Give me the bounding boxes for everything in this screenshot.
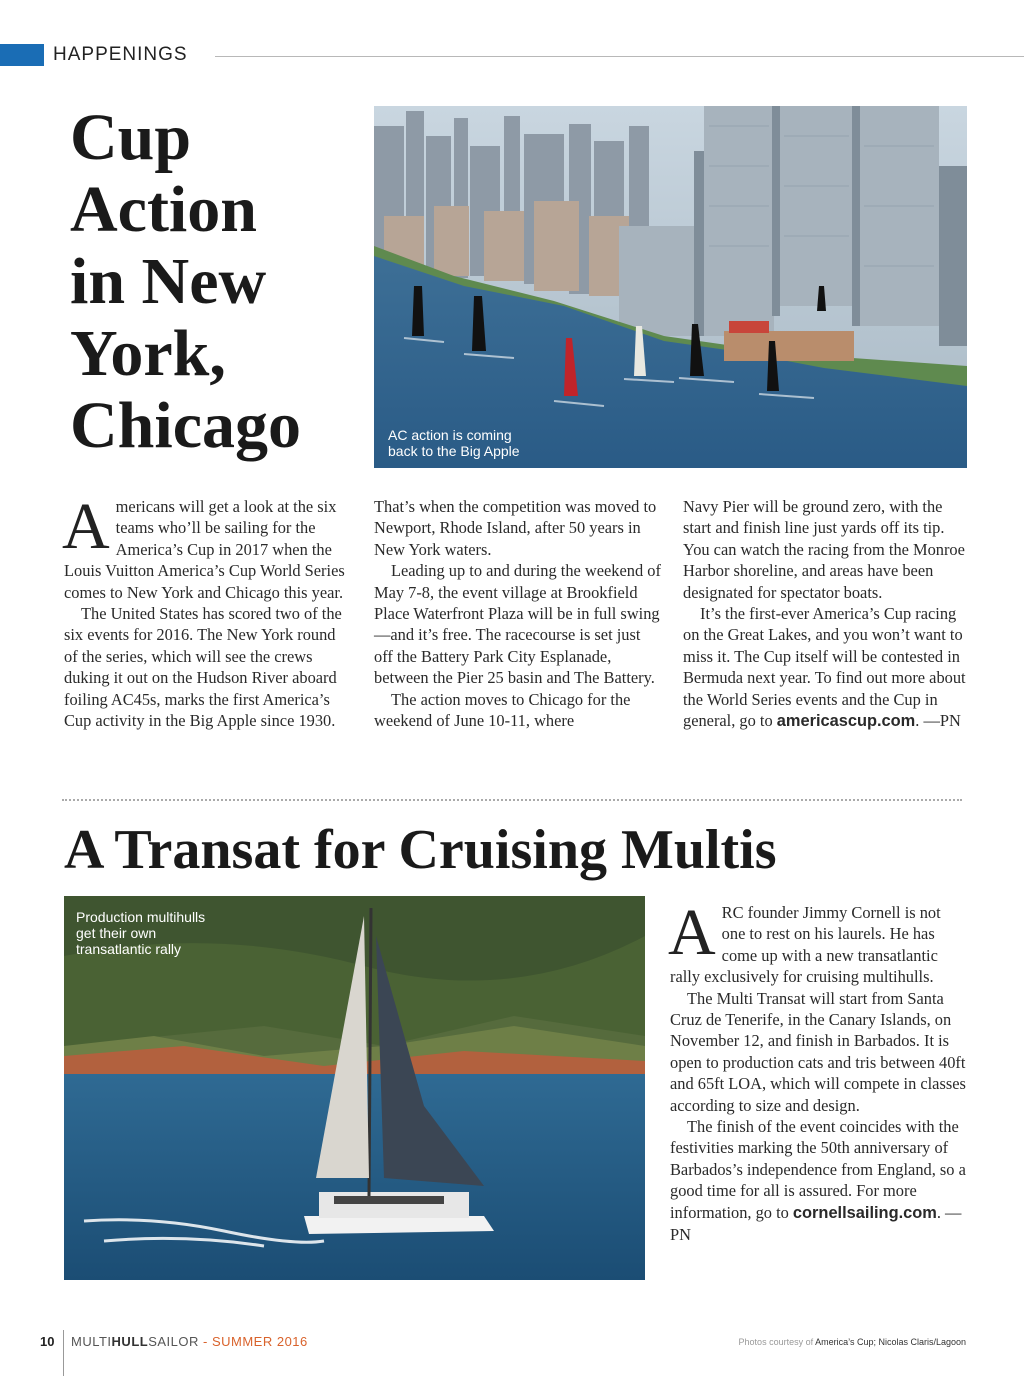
ac-new-york-photo bbox=[374, 106, 967, 468]
paragraph: The action moves to Chicago for the weekend of June 10-11, where bbox=[374, 689, 631, 731]
caption-line: Production multihulls bbox=[76, 909, 206, 925]
paragraph bbox=[670, 1116, 968, 1245]
paragraph-text: The finish of the event coincides with the festivities marking the 50th anniversary of Barbados’s independence from England, so a good time for all is assured. For more information, go to bbox=[670, 1117, 966, 1222]
section-label: HAPPENINGS bbox=[53, 44, 188, 65]
headline-line: York, bbox=[70, 317, 226, 390]
caption-line: AC action is coming bbox=[388, 427, 512, 443]
headline-line: in New bbox=[70, 245, 267, 318]
paragraph: The Multi Transat will start from Santa Cruz de Tenerife, in the Canary Islands, on November 12, and finish in Barbados. It is open to production cats and tris between 40ft and 65ft LOA, which will compete in classes according to size and design. bbox=[670, 988, 966, 1115]
article2-headline: A Transat for Cruising Multis bbox=[64, 819, 777, 881]
article1-column-2 bbox=[374, 496, 662, 731]
photo-caption bbox=[76, 909, 205, 957]
page-number: 10 bbox=[40, 1334, 55, 1349]
mag-part: HULL bbox=[111, 1334, 149, 1349]
paragraph: Navy Pier will be ground zero, with the start and finish line just yards off its tip. You can watch the racing from the Monroe Harbor shoreline, and areas have been designated for spectator boats. bbox=[683, 497, 965, 602]
section-rule bbox=[215, 56, 1024, 57]
article1-column-1 bbox=[62, 490, 350, 731]
article2-column bbox=[668, 896, 968, 1246]
caption-line: get their own bbox=[76, 925, 157, 941]
credits-names: America’s Cup; Nicolas Claris/Lagoon bbox=[815, 1337, 966, 1347]
article-divider bbox=[62, 799, 962, 801]
cornellsailing-link[interactable]: cornellsailing.com bbox=[792, 1203, 937, 1222]
section-accent-bar bbox=[0, 44, 44, 66]
photo-credits bbox=[739, 1337, 966, 1347]
footer-rule bbox=[63, 1330, 64, 1376]
americascup-link[interactable]: americascup.com bbox=[776, 712, 916, 731]
caption-line: back to the Big Apple bbox=[388, 443, 520, 459]
mag-part: MULTI bbox=[71, 1334, 112, 1349]
paragraph: RC founder Jimmy Cornell is not one to rest on his laurels. He has come up with a new transatlantic rally exclusively for cruising multihulls. bbox=[670, 903, 941, 987]
author-sign: . —PN bbox=[670, 1202, 962, 1245]
catamaran-photo bbox=[64, 896, 645, 1280]
author-sign: . —PN bbox=[915, 711, 961, 731]
headline-line: Action bbox=[70, 173, 257, 246]
caption-line: transatlantic rally bbox=[76, 941, 182, 957]
article1-headline bbox=[70, 102, 370, 462]
mag-part: SAILOR bbox=[148, 1334, 199, 1349]
nyc-harbor-illustration bbox=[374, 106, 967, 468]
paragraph bbox=[683, 603, 973, 732]
drop-cap: A bbox=[62, 490, 110, 563]
paragraph-text: It’s the first-ever America’s Cup racing on the Great Lakes, and you won’t want to miss it. The Cup itself will be contested in Bermuda next year. To find out more about the World Series events and the Cup in general, go to bbox=[683, 604, 966, 731]
paragraph: mericans will get a look at the six teams who’ll be sailing for the America’s Cup in 2017 when the Louis Vuitton America’s Cup World Series comes to New York and Chicago this year. bbox=[64, 497, 345, 602]
drop-cap: A bbox=[668, 896, 716, 969]
paragraph: Leading up to and during the weekend of May 7-8, the event village at Brookfield Place Waterfront Plaza will be in full swing—and it’s free. The racecourse is set just off the Battery Park City Esplanade, between the Pier 25 basin and The Battery. bbox=[374, 561, 661, 688]
magazine-name bbox=[71, 1334, 308, 1349]
photo-caption bbox=[388, 427, 520, 459]
headline-line: Cup bbox=[70, 101, 192, 174]
article1-column-3 bbox=[683, 496, 973, 732]
headline-line: Chicago bbox=[70, 389, 301, 462]
credits-prefix: Photos courtesy of bbox=[738, 1337, 816, 1347]
paragraph: That’s when the competition was moved to Newport, Rhode Island, after 50 years in New York waters. bbox=[374, 497, 657, 559]
issue-label: - SUMMER 2016 bbox=[198, 1334, 308, 1349]
paragraph: The United States has scored two of the six events for 2016. The New York round of the series, which will see the crews duking it out on the Hudson River aboard foiling AC45s, marks the first America’s Cup activity in the Big Apple since 1930. bbox=[64, 604, 342, 731]
